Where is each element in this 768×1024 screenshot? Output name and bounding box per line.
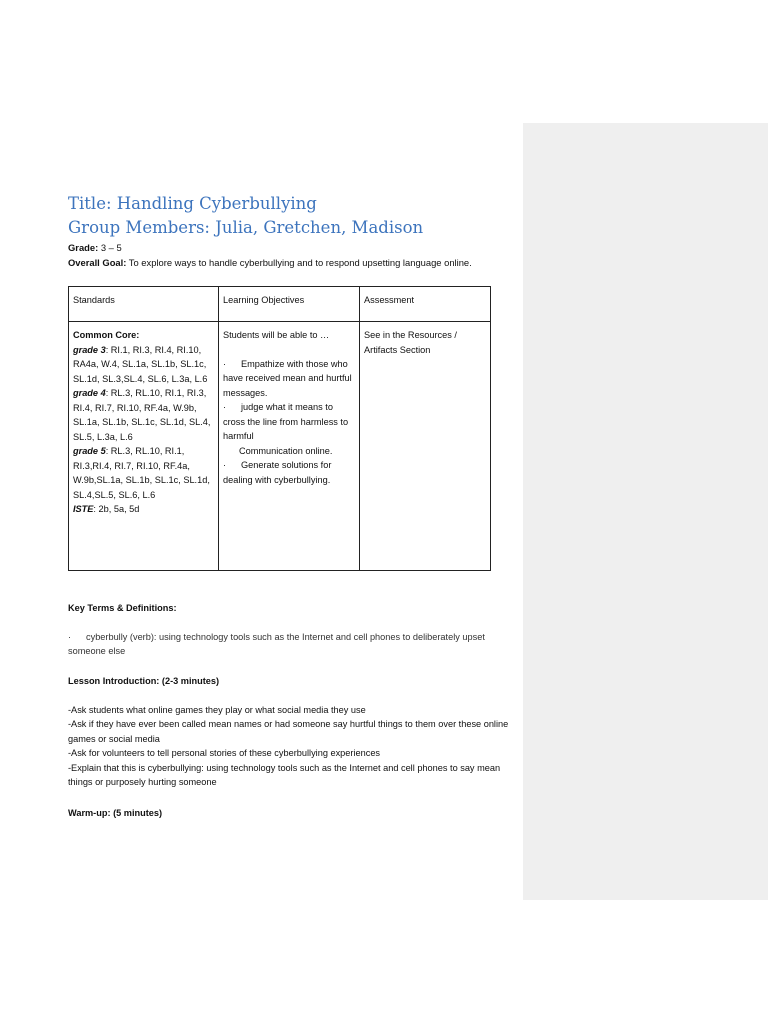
grade4-text: : RL.3, RL.10, RI.1, RI.3, RI.4, RI.7, RI.10, RF.4a, W.9b, SL.1a, SL.1b, SL.1c, SL.1d, SL.4, SL.5, L.3a, L.6 [73,388,211,442]
grade-label: Grade: [68,242,99,253]
grade5-label: grade 5 [73,446,106,456]
iste-standards [73,502,214,517]
objective-text: judge what it means to cross the line from harmless to harmful [223,402,349,441]
bullet-glyph: · [223,402,227,412]
assessment-cell: See in the Resources / Artifacts Section [360,322,491,571]
goal-label: Overall Goal: [68,257,127,268]
bullet-glyph: · [68,631,72,642]
goal-line [68,256,472,270]
lesson-introduction-section [68,674,518,790]
bullet-glyph: · [223,358,227,369]
grade5-text: : RL.3, RL.10, RI.1, RI.3,RI.4, RI.7, RI.10, RF.4a, W.9b,SL.1a, SL.1b, SL.1c, SL.1d, SL.4,SL.5, SL.6, L.6 [73,446,210,500]
key-term-definition [68,630,518,659]
goal-value: To explore ways to handle cyberbullying and to respond upsetting language online. [128,257,472,268]
header-assessment: Assessment [360,287,491,322]
grade-line [68,241,122,255]
key-terms-heading: Key Terms & Definitions: [68,603,177,613]
objective-item [223,458,355,487]
intro-line: -Ask for volunteers to tell personal stories of these cyberbullying experiences [68,748,381,758]
grade-value: 3 – 5 [100,242,122,253]
common-core-label: Common Core: [73,330,140,340]
objective-text: Empathize with those who have received mean and hurtful messages. [223,358,352,398]
intro-heading: Lesson Introduction: (2-3 minutes) [68,676,220,686]
intro-line: -Explain that this is cyberbullying: using technology tools such as the Internet and cell phones to say mean things or purposely hurting someone [68,762,501,787]
objective-item [223,400,355,444]
standards-cell [69,322,219,571]
key-terms-section [68,601,518,659]
group-members: Group Members: Julia, Gretchen, Madison [68,218,424,237]
iste-label: ISTE [73,504,94,514]
objectives-cell [219,322,360,571]
warmup-section [68,806,518,821]
intro-line: -Ask students what online games they play or what social media they use [68,704,366,715]
grade4-label: grade 4 [73,388,106,398]
objective-text: Generate solutions for dealing with cyberbullying. [223,460,332,485]
intro-line: -Ask if they have ever been called mean names or had someone say hurtful things to them over these online games or social media [68,719,509,744]
objective-continuation: Communication online. [239,445,333,456]
grade3-standards [73,343,214,387]
grade4-standards [73,386,214,444]
objectives-intro: Students will be able to … [223,330,330,340]
header-standards: Standards [69,287,219,322]
warmup-heading: Warm-up: (5 minutes) [68,808,163,818]
grade3-text: : RI.1, RI.3, RI.4, RI.10, RA4a, W.4, SL.1a, SL.1b, SL.1c, SL.1d, SL.3,SL.4, SL.6, L.3a, L.6 [73,344,208,384]
definition-text: cyberbully (verb): using technology tools such as the Internet and cell phones to deliberately upset someone else [68,631,485,656]
document-title: Title: Handling Cyberbullying [68,194,317,213]
iste-text: : 2b, 5a, 5d [93,504,140,514]
table-row [69,322,491,571]
standards-table [68,286,491,571]
table-header-row [69,287,491,322]
header-objectives: Learning Objectives [219,287,360,322]
comment-pane [523,123,768,900]
grade3-label: grade 3 [73,344,106,355]
bullet-glyph: · [223,460,227,470]
grade5-standards [73,444,214,502]
objective-item [223,357,355,401]
